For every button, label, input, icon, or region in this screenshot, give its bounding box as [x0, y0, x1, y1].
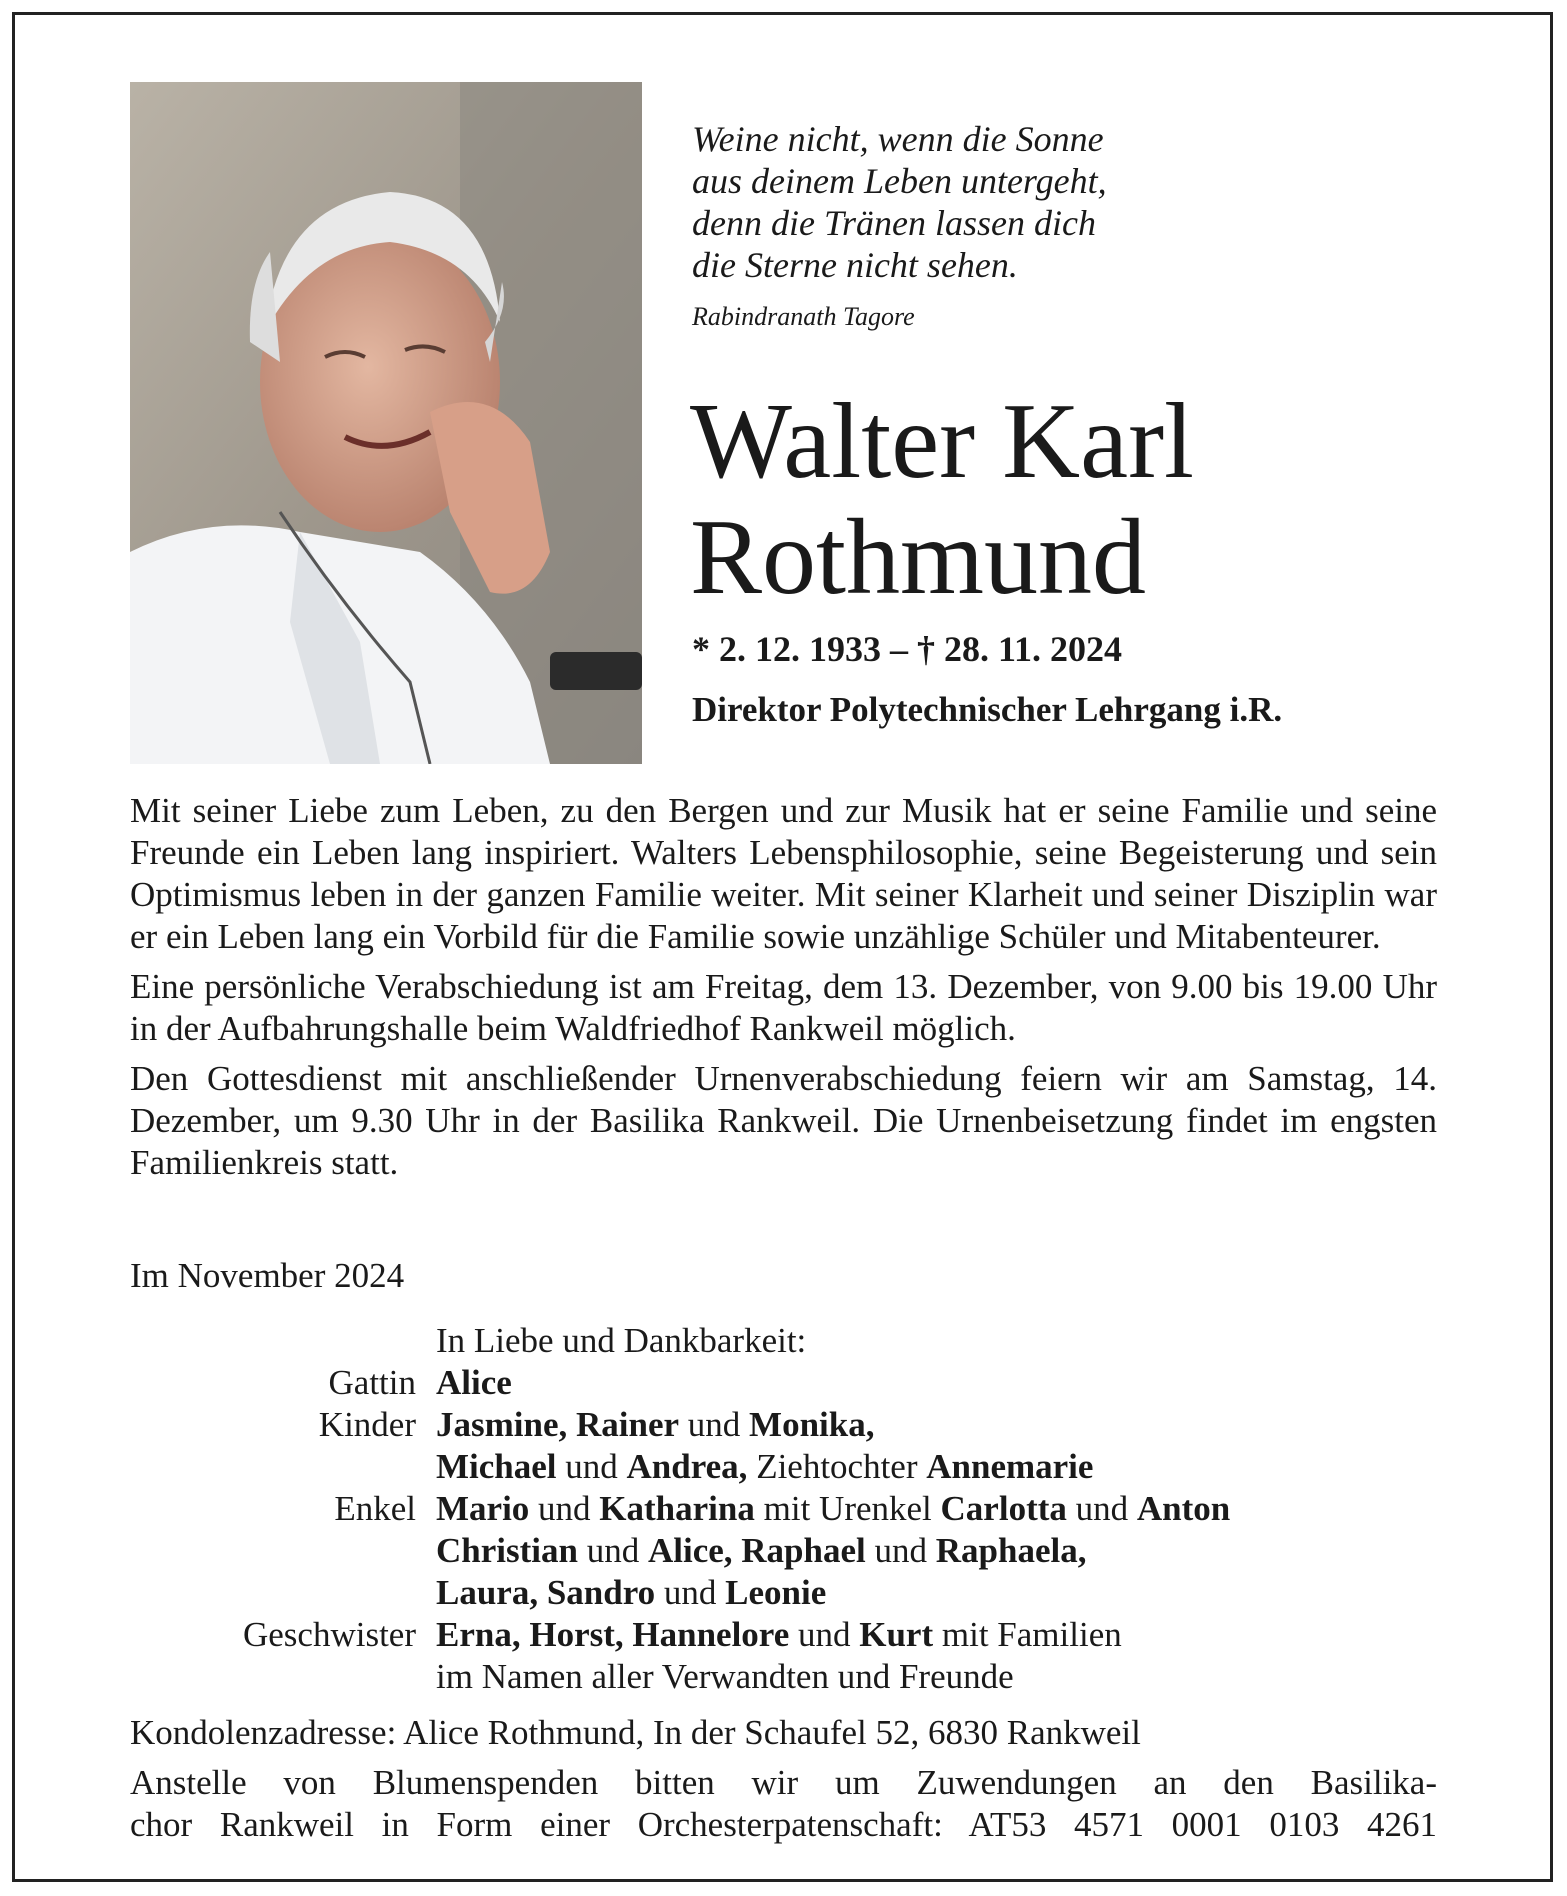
family-label: Enkel [334, 1489, 416, 1528]
family-closing: im Namen aller Verwandten und Freunde [436, 1657, 1014, 1696]
family-label: Gattin [328, 1363, 416, 1402]
deceased-name [690, 384, 1194, 616]
family-label: Kinder [318, 1405, 416, 1444]
name-line-2: Rothmund [690, 498, 1147, 617]
family-row [130, 1362, 1440, 1404]
family-row: Christian und Alice, Raphael und Raphaela, [436, 1531, 1087, 1570]
condolence-address: Kondolenzadresse: Alice Rothmund, In der Schaufel 52, 6830 Rankweil [130, 1713, 1141, 1752]
family-row: Michael und Andrea, Ziehtochter Annemarie [436, 1447, 1094, 1486]
notice-footer [130, 1712, 1437, 1846]
donation-line: chor Rankweil in Form einer Orchesterpatenschaft: AT53 4571 0001 0103 4261 [130, 1805, 1437, 1844]
family-member: Anton [1136, 1489, 1231, 1528]
family-member: Alice [436, 1363, 512, 1402]
life-dates: * 2. 12. 1933 – † 28. 11. 2024 [692, 629, 1123, 669]
obituary-text [130, 790, 1437, 1192]
family-member: Jasmine, Rainer [436, 1405, 680, 1444]
notice-date: Im November 2024 [130, 1256, 405, 1295]
family-intro: In Liebe und Dankbarkeit: [436, 1321, 807, 1360]
family-row [130, 1320, 1440, 1362]
family-member: Carlotta [940, 1489, 1067, 1528]
obituary-paragraph: Den Gottesdienst mit anschließender Urnenverabschiedung feiern wir am Samstag, 14. Dezember, um 9.30 Uhr in der Basilika Rankweil. Die Urnenbeisetzung findet im engsten Familienkreis statt. [130, 1059, 1437, 1182]
name-line-1: Walter Karl [690, 382, 1195, 501]
family-member: Leonie [725, 1573, 827, 1612]
family-member: Alice, Raphael [647, 1531, 866, 1570]
family-row [130, 1656, 1440, 1698]
family-member: Raphaela, [935, 1531, 1087, 1570]
family-row: Enkel Mario und Katharina mit Urenkel Carlotta und Anton [130, 1488, 1440, 1530]
family-member: Erna, Horst, Hannelore [436, 1615, 790, 1654]
memorial-quote [692, 118, 1452, 286]
family-row: Kinder Jasmine, Rainer und Monika, [130, 1404, 1440, 1446]
obituary-paragraph: Mit seiner Liebe zum Leben, zu den Bergen und zur Musik hat er seine Familie und seine Freunde ein Leben lang inspiriert. Walters Lebensphilosophie, seine Begeisterung und sein Optimismus leben in der ganzen Familie weiter. Mit seiner Klarheit und seiner Disziplin war er ein Leben lang ein Vorbild für die Familie sowie unzählige Schüler und Mitabenteurer. [130, 791, 1437, 956]
quote-line: denn die Tränen lassen dich [692, 203, 1096, 243]
family-member: Monika, [749, 1405, 875, 1444]
quote-author: Rabindranath Tagore [692, 302, 915, 331]
quote-line: die Sterne nicht sehen. [692, 245, 1018, 285]
quote-line: Weine nicht, wenn die Sonne [692, 119, 1104, 159]
obituary-paragraph: Eine persönliche Verabschiedung ist am Freitag, dem 13. Dezember, von 9.00 bis 19.00 Uhr in der Aufbahrungshalle beim Waldfriedhof Rankweil möglich. [130, 967, 1437, 1048]
family-member: Michael [436, 1447, 557, 1486]
family-member: Mario [436, 1489, 530, 1528]
deceased-role: Direktor Polytechnischer Lehrgang i.R. [692, 690, 1283, 729]
family-member: Christian [436, 1531, 578, 1570]
family-row: Laura, Sandro und Leonie [436, 1573, 827, 1612]
family-row: Geschwister Erna, Horst, Hannelore und Kurt mit Familien [130, 1614, 1440, 1656]
family-label: Geschwister [242, 1615, 416, 1654]
donation-line: Anstelle von Blumenspenden bitten wir um Zuwendungen an den Basilika- [130, 1763, 1437, 1802]
family-member: Annemarie [926, 1447, 1094, 1486]
family-member: Katharina [599, 1489, 755, 1528]
family-list [130, 1320, 1440, 1698]
portrait-photo [130, 82, 642, 764]
quote-line: aus deinem Leben untergeht, [692, 161, 1107, 201]
family-member: Laura, Sandro [436, 1573, 656, 1612]
family-member: Kurt [859, 1615, 934, 1654]
family-member: Andrea, [626, 1447, 748, 1486]
